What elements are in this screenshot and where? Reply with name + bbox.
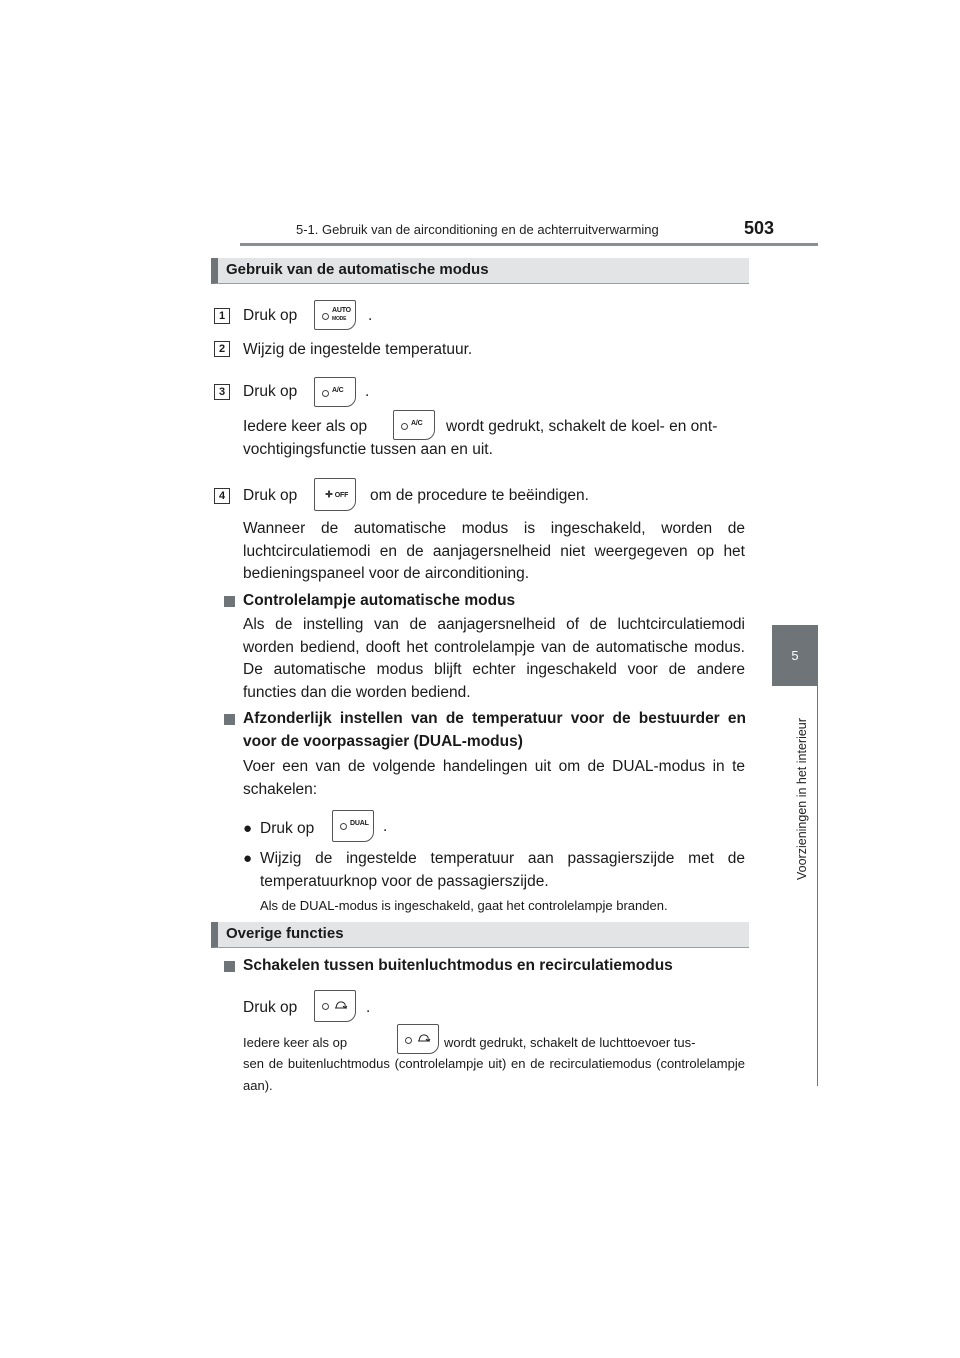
step-number: 1 (214, 308, 230, 324)
recirculation-button-inline (397, 1024, 439, 1054)
step-4-note: Wanneer de automatische modus is ingeschakeld, worden de luchtcirculatiemodi en de aanjagersnelheid niet weergegeven op het bedieningspaneel voor de airconditioning. (243, 520, 745, 582)
chapter-tab: 5 (772, 625, 818, 686)
auto-button-sublabel: MODE (332, 316, 347, 322)
dual-heading (224, 708, 746, 753)
side-divider (817, 686, 818, 1086)
led-indicator (405, 1037, 412, 1044)
recirc-post: . (366, 999, 371, 1016)
recirc-note-rest: sen de buitenluchtmodus (controlelampje uit) en de recirculatiemodus (controlelampje aan). (243, 1056, 745, 1093)
section-title: Overige functies (226, 925, 344, 942)
led-indicator (322, 1003, 329, 1010)
step-3-note-pre: Iedere keer als op (243, 418, 368, 435)
bullet-dot-icon: ● (243, 850, 253, 867)
led-indicator (322, 390, 329, 397)
indicator-body: Als de instelling van de aanjagersnelheid of de luchtcirculatiemodi worden bediend, dooft het controlelampje van de automatische modus. De automatische modus blijft echter ingeschakeld voor de andere functies dan die worden bediend. (243, 616, 745, 701)
chapter-title: 5-1. Gebruik van de airconditioning en de achterruitverwarming (296, 222, 659, 237)
dual-heading-text: Afzonderlijk instellen van de temperatuur voor de bestuurder en voor de voorpassagier (DUAL-modus) (243, 710, 746, 750)
square-bullet-icon (224, 596, 235, 607)
step-number: 2 (214, 341, 230, 357)
step-1-text (243, 307, 297, 325)
led-indicator (401, 423, 408, 430)
recirc-note-pre: Iedere keer als op (243, 1035, 348, 1050)
recirculation-icon (416, 1033, 432, 1043)
section-title: Gebruik van de automatische modus (226, 261, 489, 278)
ac-button-label: A/C (332, 387, 344, 394)
recirc-note-post: wordt gedrukt, schakelt de luchttoevoer tus- (444, 1035, 696, 1050)
dual-bullet-1-pre: Druk op (260, 820, 315, 837)
auto-button (314, 300, 356, 330)
bullet-dot-icon: ● (243, 820, 253, 837)
fan-icon (325, 490, 333, 498)
step-3-note-line2: vochtigingsfunctie tussen aan en uit. (243, 441, 493, 458)
indicator-heading-text: Controlelampje automatische modus (243, 592, 516, 609)
led-indicator (340, 823, 347, 830)
recirculation-icon (333, 1000, 349, 1010)
dual-bullet-2 (243, 848, 745, 893)
step-4-pre: Druk op (243, 487, 298, 504)
square-bullet-icon (224, 714, 235, 725)
step-2-text: Wijzig de ingestelde temperatuur. (243, 341, 473, 358)
recirculation-button (314, 990, 356, 1022)
auto-button-label: AUTO (332, 307, 351, 314)
led-indicator (322, 313, 329, 320)
step-1-post: . (368, 307, 373, 324)
recirc-pre: Druk op (243, 999, 298, 1016)
recirc-heading-text: Schakelen tussen buitenluchtmodus en recirculatiemodus (243, 957, 673, 974)
step-3-post: . (365, 383, 370, 400)
fan-off-button (314, 478, 356, 511)
page-header (240, 218, 820, 246)
step-3-note-post: wordt gedrukt, schakelt de koel- en ont- (446, 418, 718, 435)
section-other-functions (211, 922, 749, 948)
header-divider (240, 243, 818, 246)
square-bullet-icon (224, 961, 235, 972)
indicator-heading (224, 590, 746, 613)
dual-bullet-2-text: Wijzig de ingestelde temperatuur aan passagierszijde met de temperatuurknop voor de passagierszijde. (260, 850, 745, 890)
dual-note: Als de DUAL-modus is ingeschakeld, gaat het controlelampje branden. (260, 898, 668, 913)
dual-body: Voer een van de volgende handelingen uit om de DUAL-modus in te schakelen: (243, 758, 745, 798)
dual-bullet-1-post: . (383, 818, 388, 835)
ac-button (314, 377, 356, 407)
dual-button-label: DUAL (350, 820, 369, 827)
off-button-label: OFF (334, 492, 349, 499)
ac-button-label: A/C (411, 420, 423, 427)
step-4-post: om de procedure te beëindigen. (370, 487, 589, 504)
step-3-pre: Druk op (243, 383, 298, 400)
dual-bullet-1 (243, 818, 745, 841)
chapter-side-label: Voorzieningen in het interieur (795, 718, 809, 880)
step-1-pre: Druk op (243, 307, 298, 324)
step-number: 3 (214, 384, 230, 400)
ac-button-inline (393, 410, 435, 440)
section-auto-mode (211, 258, 749, 284)
step-number: 4 (214, 488, 230, 504)
dual-button (332, 810, 374, 842)
page-number: 503 (743, 218, 774, 238)
recirc-heading (224, 955, 746, 978)
